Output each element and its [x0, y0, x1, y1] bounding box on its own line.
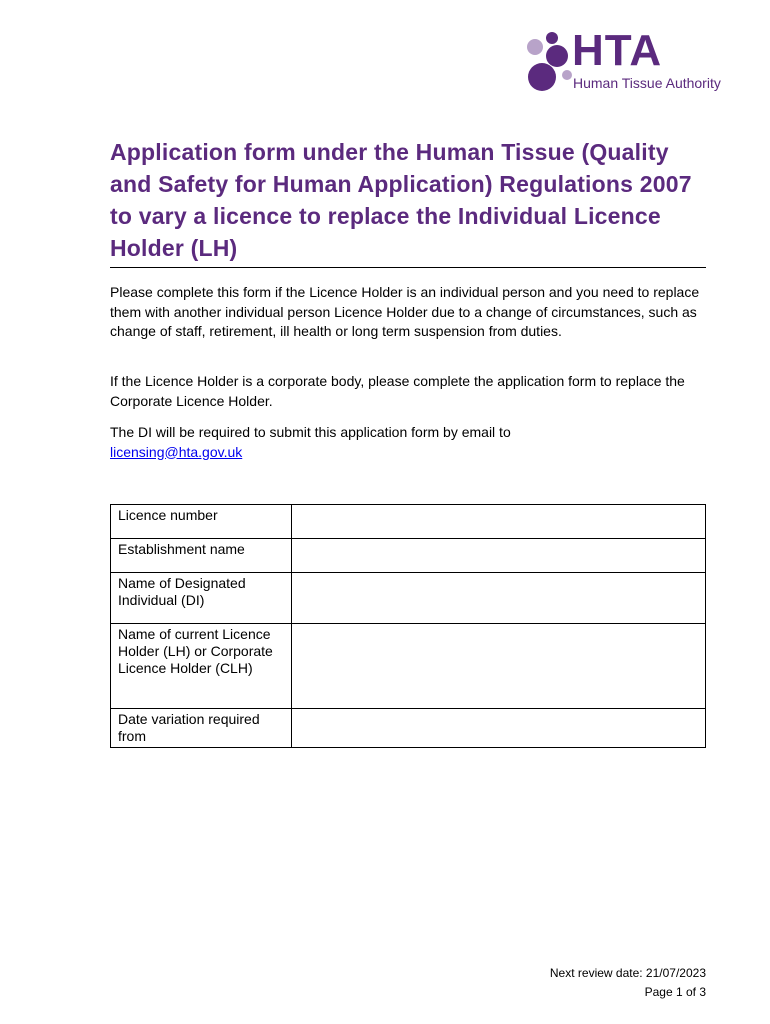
logo-circles-icon — [526, 30, 578, 92]
page-footer — [550, 964, 706, 1002]
establishment-name-label: Establishment name — [111, 539, 292, 573]
date-variation-field[interactable] — [292, 709, 706, 748]
hta-logo — [526, 26, 738, 92]
intro-paragraph-2: If the Licence Holder is a corporate body, please complete the application form to replace the Corporate Licence Holder. — [110, 373, 685, 409]
email-link[interactable]: licensing@hta.gov.uk — [110, 443, 243, 460]
review-date: Next review date: 21/07/2023 — [549, 966, 706, 980]
logo-acronym: HTA — [572, 26, 663, 75]
submit-instruction: The DI will be required to submit this application form by email to — [110, 424, 511, 440]
designated-individual-field[interactable] — [292, 573, 706, 624]
establishment-name-field[interactable] — [292, 539, 706, 573]
intro-paragraph-3 — [110, 423, 706, 462]
table-row — [111, 505, 706, 539]
licence-details-table — [110, 504, 706, 748]
logo-name: Human Tissue Authority — [573, 75, 721, 91]
table-row — [111, 709, 706, 748]
licence-number-field[interactable] — [292, 505, 706, 539]
intro-paragraph-1: Please complete this form if the Licence Holder is an individual person and you need to replace them with another individual person Licence Holder due to a change of circumstances, such as change of staff, retirement, ill health or long term suspension from duties. — [110, 284, 700, 339]
date-variation-label: Date variation required from — [111, 709, 292, 748]
table-row — [111, 573, 706, 624]
current-licence-holder-label: Name of current Licence Holder (LH) or Corporate Licence Holder (CLH) — [111, 624, 292, 709]
licence-number-label: Licence number — [111, 505, 292, 539]
table-row — [111, 539, 706, 573]
current-licence-holder-field[interactable] — [292, 624, 706, 709]
designated-individual-label: Name of Designated Individual (DI) — [111, 573, 292, 624]
table-row — [111, 624, 706, 709]
page-number: Page 1 of 3 — [644, 985, 706, 999]
page-title: Application form under the Human Tissue (Quality and Safety for Human Application) Regulations 2007 to vary a licence to replace the Individual Licence Holder (LH) — [110, 136, 706, 268]
